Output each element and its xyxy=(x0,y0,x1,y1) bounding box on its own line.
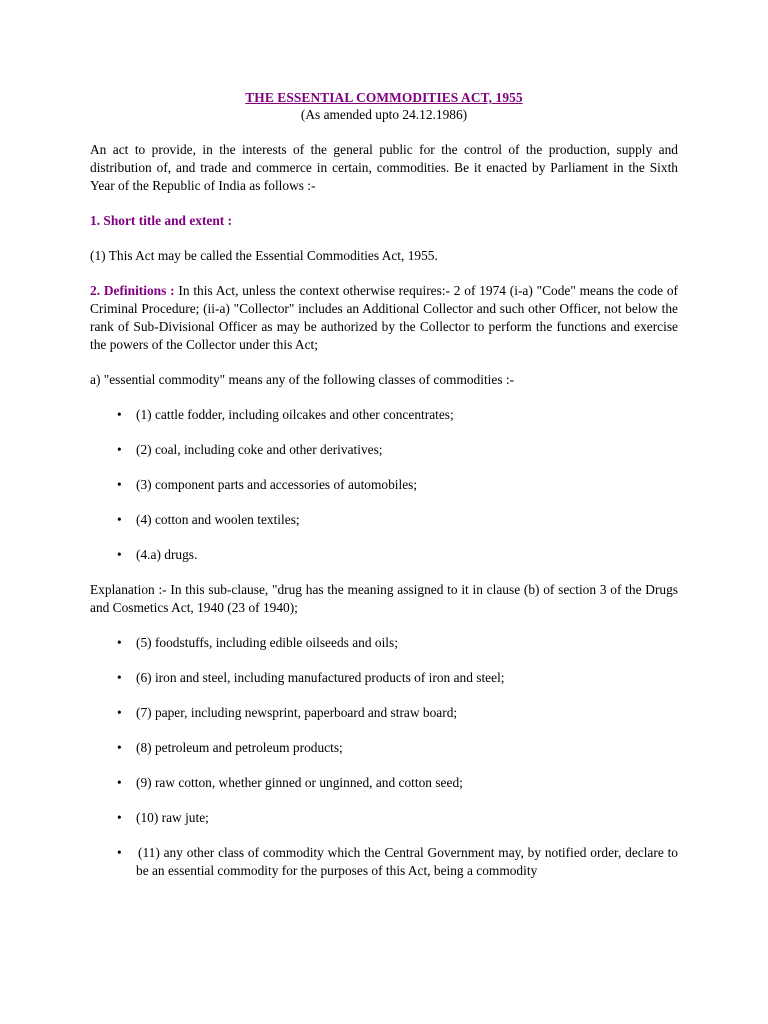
list-item: • (8) petroleum and petroleum products; xyxy=(117,740,343,755)
explanation-paragraph: Explanation :- In this sub-clause, "drug has the meaning assigned to it in clause (b) of section 3 of the Drugs and Cosmetics Act, 1940 (23 of 1940); xyxy=(90,582,678,615)
document-subtitle: (As amended upto 24.12.1986) xyxy=(300,107,468,122)
preamble-paragraph: An act to provide, in the interests of the general public for the control of the production, supply and distribution of, and trade and commerce in certain, commodities. Be it enacted by Parliament in the Sixth Year of the Republic of India as follows :- xyxy=(90,142,678,193)
list-item: • (2) coal, including coke and other derivatives; xyxy=(117,442,383,457)
list-item: • (6) iron and steel, including manufactured products of iron and steel; xyxy=(117,670,505,685)
section-1-text: (1) This Act may be called the Essential Commodities Act, 1955. xyxy=(90,248,438,263)
bullet-icon: • xyxy=(117,810,122,825)
bullet-icon: • xyxy=(117,670,122,685)
document-page xyxy=(90,90,678,897)
commodity-list-1 xyxy=(90,406,678,564)
list-item: • (3) component parts and accessories of automobiles; xyxy=(117,477,418,492)
document-title: THE ESSENTIAL COMMODITIES ACT, 1955 xyxy=(245,90,523,105)
section-2-heading: 2. Definitions : xyxy=(90,283,175,298)
list-item: • (5) foodstuffs, including edible oilseeds and oils; xyxy=(117,635,398,650)
bullet-icon: • xyxy=(117,407,122,422)
section-2-paragraph xyxy=(90,282,678,354)
list-item: • (1) cattle fodder, including oilcakes and other concentrates; xyxy=(117,407,454,422)
list-item: • (4.a) drugs. xyxy=(117,547,198,562)
bullet-icon: • xyxy=(117,845,122,860)
section-1-heading: 1. Short title and extent : xyxy=(90,213,233,228)
bullet-icon: • xyxy=(117,775,122,790)
list-item: • (7) paper, including newsprint, paperboard and straw board; xyxy=(117,705,458,720)
list-item: • (10) raw jute; xyxy=(117,810,209,825)
bullet-icon: • xyxy=(117,442,122,457)
bullet-icon: • xyxy=(117,635,122,650)
commodity-list-2 xyxy=(90,634,678,880)
bullet-icon: • xyxy=(117,512,122,527)
list-item: • (9) raw cotton, whether ginned or unginned, and cotton seed; xyxy=(117,775,463,790)
bullet-icon: • xyxy=(117,740,122,755)
clause-a-paragraph: a) "essential commodity" means any of the following classes of commodities :- xyxy=(90,372,515,387)
list-item: • (4) cotton and woolen textiles; xyxy=(117,512,300,527)
bullet-icon: • xyxy=(117,477,122,492)
bullet-icon: • xyxy=(117,705,122,720)
list-item: • (11) any other class of commodity which the Central Government may, by notified order, declare to be an essential commodity for the purposes of this Act, being a commodity xyxy=(117,845,678,878)
section-2-text: In this Act, unless the context otherwise requires:- 2 of 1974 (i-a) "Code" means the code of Criminal Procedure; (ii-a) "Collector" includes an Additional Collector and such other Officer, not below the rank of Sub-Divisional Officer as may be authorized by the Collector to perform the functions and exercise the powers of the Collector under this Act; xyxy=(90,283,678,352)
bullet-icon: • xyxy=(117,547,122,562)
